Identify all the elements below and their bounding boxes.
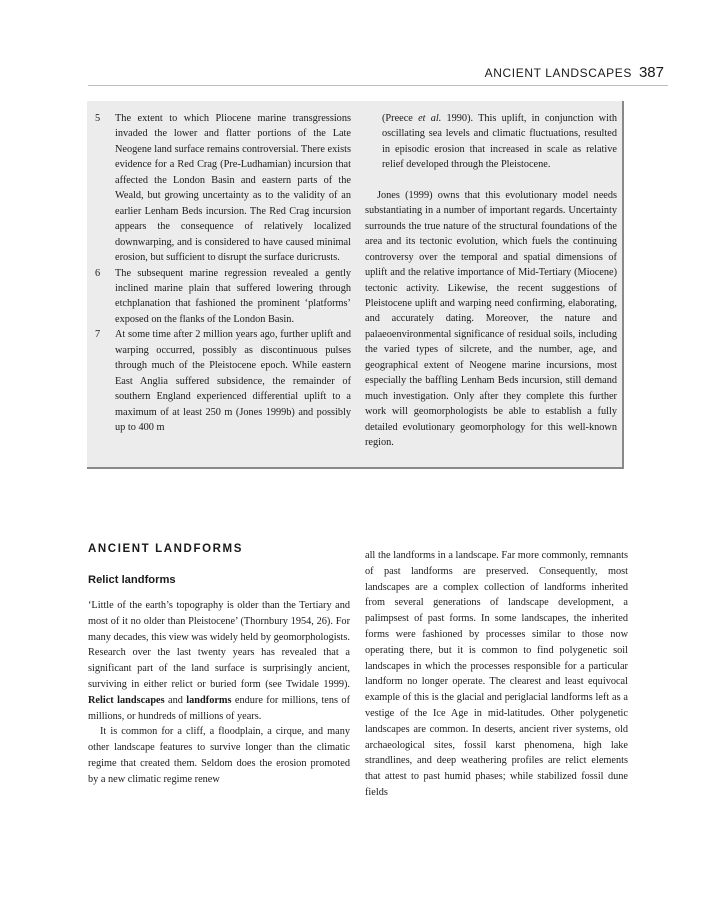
para1-text-b: and: [164, 694, 187, 706]
stage-item-6: [95, 266, 351, 328]
continuation-etal: et al.: [418, 113, 442, 124]
body-left-column: [88, 541, 350, 788]
body-paragraph-3: all the landforms in a landscape. Far more commonly, remnants of past landforms are preserved. Consequently, most landscapes are a complex collection of landforms inherited from several generations of landscape development, a palimpsest of past forms. In some landscapes, the inherited forms were fashioned by processes similar to those now operating there, but it is common to find polygenetic soil landscapes in which the processes responsible for a particular landform no longer operate. The clearest and least equivocal example of this is the glacial and periglacial landforms left as a vestige of the Ice Age in mid-latitudes. Other polygenetic landscapes are common. In deserts, ancient river systems, old archaeological sites, fossil karst phenomena, high lake strandlines, and deep weathering profiles are relict elements that attest to past humid phases; while stabilized fossil dune fields: [365, 550, 628, 798]
section-heading: ANCIENT LANDFORMS: [88, 543, 243, 555]
stage-text: The subsequent marine regression revealed a gently inclined marine plain that suffered lowering through etchplanation that fashioned the prominent ‘platforms’ exposed on the flanks of the London Basin.: [115, 267, 351, 325]
box-left-column: [95, 111, 351, 436]
evolution-box: [87, 101, 624, 469]
paragraph-gap: [365, 173, 617, 188]
stage-item-7: [95, 327, 351, 435]
term-landforms: landforms: [186, 694, 232, 706]
page-number: 387: [638, 64, 664, 81]
subsection-heading: Relict landforms: [88, 574, 176, 586]
header-rule: [88, 85, 668, 86]
para1-text-a: ‘Little of the earth’s topography is older than the Tertiary and most of it no older than Pleistocene’ (Thornbury 1954, 26). For many decades, this view was widely held by geomorphologists. Research over the last twenty years has revealed that a significant part of the land surface is surprisingly ancient, surviving in either relict or buried form (see Twidale 1999).: [88, 600, 350, 690]
stage-number: 5: [95, 113, 101, 124]
box-right-column: [365, 111, 617, 451]
stage-number: 7: [95, 329, 101, 341]
running-header: [485, 64, 664, 81]
term-relict-landscapes: Relict landscapes: [88, 694, 165, 706]
para1-text-c: endure for millions, tens of millions, or hundreds of millions of years.: [88, 694, 351, 722]
body-paragraph-1: [88, 598, 350, 724]
stage-number: 6: [95, 267, 101, 279]
body-right-column: [365, 548, 628, 801]
continuation-text-a: (Preece: [382, 113, 419, 124]
running-title: ANCIENT LANDSCAPES: [484, 66, 632, 80]
stage-text: At some time after 2 million years ago, further uplift and warping occurred, possibly as discontinuous pulses through much of the Pleistocene epoch. While eastern East Anglia suffered subsidence, the remainder of southern England experienced differential uplift to a maximum of at least 250 m (Jones 1999b) and possibly up to 400 m: [115, 329, 351, 434]
box-paragraph: Jones (1999) owns that this evolutionary model needs substantiating in a number of important regards. Uncertainty surrounds the true nature of the structural foundations of the area and its tectonic evolution, which fuels the continuing controversy over the temporal and spatial dimensions of uplift and the relative importance of Mid-Tertiary (Miocene) tectonic activity. Likewise, the recent suggestions of Pleistocene uplift and warping need confirming, elaborating, and accurately dating. Moreover, the nature and palaeoenvironmental significance of residual soils, including the varied types of silcrete, and the number, age, and geographical extent of Neogene marine incursions, most especially the baffling Lenham Beds incursion, still demand much investigation. Only after they complete this further work will geomorphologists be able to establish a fully detailed evolutionary geomorphology for this well-known region.: [365, 189, 617, 449]
stage-7-continuation: [365, 111, 617, 173]
stage-text: The extent to which Pliocene marine transgressions invaded the lower and flatter portions of the Late Neogene land surface remains controversial. There exists evidence for a Red Crag (Pre-Ludhamian) incursion that affected the London Basin and eastern parts of the Weald, but growing uncertainty as to the validity of an earlier Lenham Beds incursion. The Red Crag incursion appears the consequence of relatively localized downwarping, and is considered to have caused minimal erosion, but sufficient to disrupt the surface duricrusts.: [115, 113, 351, 264]
stage-item-5: [95, 111, 351, 266]
continuation-text-b: 1990). This uplift, in conjunction with oscillating sea levels and climatic fluctuations, resulted in episodic erosion that increased in scale as relative relief developed through the Pleistocene.: [382, 113, 617, 171]
body-paragraph-2: It is common for a cliff, a floodplain, a cirque, and many other landscape features to survive longer than the climatic regime that created them. Seldom does the erosion promoted by a new climatic regime renew: [88, 726, 350, 785]
